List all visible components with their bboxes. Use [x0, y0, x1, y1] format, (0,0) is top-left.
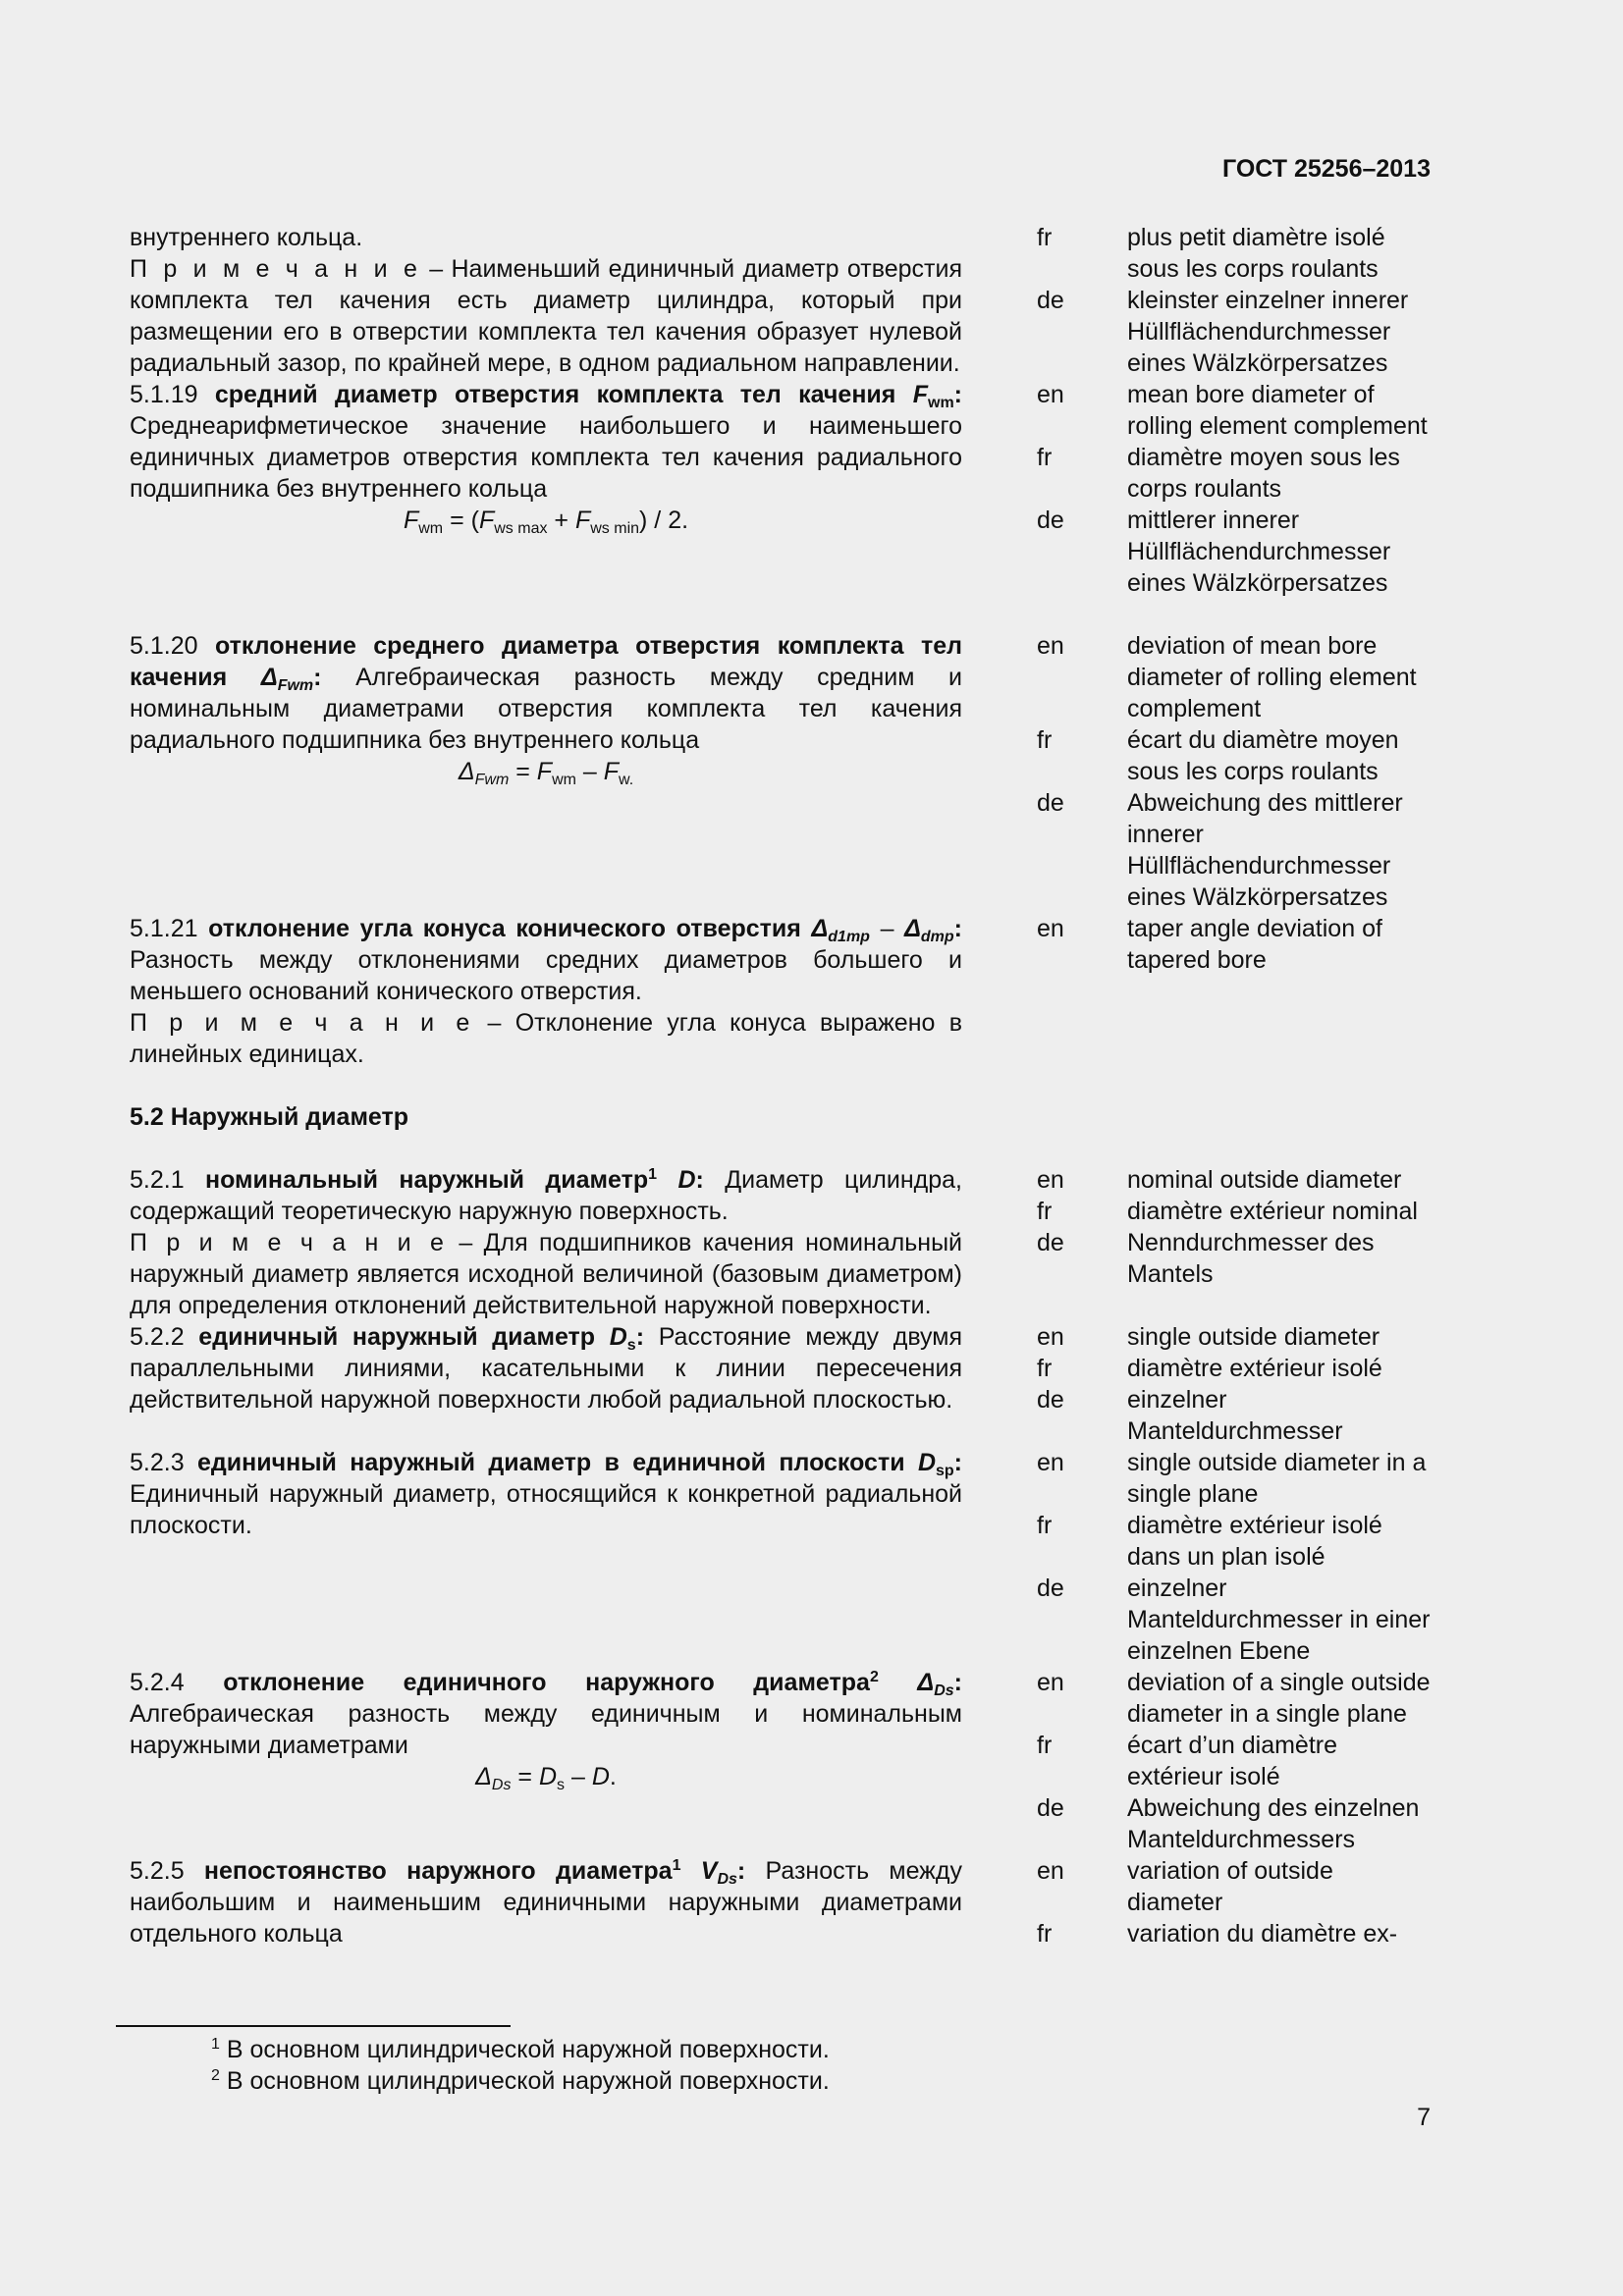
lang-code: de: [1037, 507, 1064, 534]
formula-sub: Ds: [491, 1777, 512, 1793]
formula-part: .: [609, 1763, 617, 1790]
formula-part: D: [538, 1763, 558, 1790]
note-label: П р и м е ч а н и е: [130, 1009, 474, 1037]
formula-part: D: [591, 1763, 610, 1790]
definition-text: Расстояние между двумя параллельными линиями, касательными к линии пересечения действительной наружной поверхности любой радиальной плоскостью.: [130, 1323, 962, 1414]
colon: :: [736, 1857, 746, 1885]
translations: [962, 1667, 1435, 1855]
translation-de: [962, 787, 1435, 913]
lang-term: nominal outside diameter: [1127, 1166, 1402, 1194]
colon: :: [635, 1323, 645, 1351]
translation-fr: [962, 222, 1435, 285]
definition-text: Диаметр цилиндра, содержащий теоретическую наружную поверхность.: [130, 1166, 962, 1225]
formula-sub: wm: [552, 772, 576, 788]
lang-term: single outside diameter in a single plane: [1127, 1449, 1427, 1508]
footnote-2: [211, 2065, 830, 2097]
translations: [962, 630, 1435, 913]
colon: :: [953, 915, 962, 942]
entry-5-2-3: [130, 1447, 1435, 1667]
footnote-ref: 1: [648, 1166, 658, 1183]
symbol: Δ: [260, 664, 278, 691]
lang-term: kleinster einzelner innerer Hüllflächendurchmesser eines Wälzkörpersatzes: [1127, 287, 1409, 377]
lang-code: fr: [1037, 1355, 1053, 1382]
formula-part: F: [574, 507, 591, 534]
symbol-sub: s: [626, 1337, 636, 1354]
colon: :: [695, 1166, 704, 1194]
translation-de: [962, 1227, 1435, 1290]
lang-code: en: [1037, 381, 1064, 408]
russian-text: [130, 630, 962, 913]
entry-number: 5.1.20: [130, 632, 215, 660]
formula-sub: w.: [619, 772, 634, 788]
lang-term: diamètre extérieur isolé dans un plan isolé: [1127, 1512, 1382, 1571]
formula-sub: wm: [418, 520, 444, 537]
entry-number: 5.2.5: [130, 1857, 204, 1885]
lang-code: fr: [1037, 1732, 1053, 1759]
entry-number: 5.2.3: [130, 1449, 197, 1476]
lang-term: einzelner Manteldurchmesser: [1127, 1386, 1343, 1445]
translation-en: [962, 913, 1435, 976]
lang-code: fr: [1037, 224, 1053, 251]
lang-term: deviation of a single outside diameter in a single plane: [1127, 1669, 1431, 1728]
symbol: D: [917, 1449, 936, 1476]
note: [130, 253, 962, 379]
term: номинальный наружный диаметр: [204, 1166, 649, 1194]
formula-sub: Fwm: [474, 772, 510, 788]
footnote-text: В основном цилиндрической наружной поверхности.: [219, 2036, 830, 2063]
lang-code: de: [1037, 287, 1064, 314]
term: непостоянство наружного диаметра: [203, 1857, 673, 1885]
lang-term: taper angle deviation of tapered bore: [1127, 915, 1382, 974]
note: [130, 1227, 962, 1321]
lang-term: single outside diameter: [1127, 1323, 1380, 1351]
note-text: – Наименьший единичный диаметр отверстия комплекта тел качения есть диаметр цилиндра, который при размещении его в отверстии комплекта тел качения образует нулевой радиальный зазор, по крайней мере, в одном радиальном направлении.: [130, 255, 962, 377]
lang-code: en: [1037, 915, 1064, 942]
footnote-mark: 1: [211, 2036, 220, 2053]
lang-code: de: [1037, 1386, 1064, 1414]
lang-code: fr: [1037, 1198, 1053, 1225]
lang-term: variation du diamètre ex-: [1127, 1920, 1398, 1948]
entry-number: 5.2.1: [130, 1166, 205, 1194]
translation-fr: [962, 724, 1435, 787]
definition: [130, 1447, 962, 1541]
lang-code: de: [1037, 1794, 1064, 1822]
definition: [130, 1855, 962, 1949]
footnote-mark: 2: [211, 2067, 220, 2084]
symbol: Δ: [878, 1669, 935, 1696]
entry-5-1-20: [130, 630, 1435, 913]
footnote-ref: 2: [869, 1669, 879, 1685]
formula: [130, 505, 962, 536]
lang-term: deviation of mean bore diameter of rolling element complement: [1127, 632, 1417, 722]
definition-text: Разность между отклонениями средних диаметров большего и меньшего оснований конического отверстия.: [130, 946, 962, 1005]
symbol-sub: dmp: [920, 929, 954, 945]
lang-term: Abweichung des einzelnen Manteldurchmessers: [1127, 1794, 1420, 1853]
entry-number: 5.2.4: [130, 1669, 224, 1696]
translation-fr: [962, 1510, 1435, 1573]
colon: :: [953, 381, 962, 408]
formula-part: +: [547, 507, 575, 534]
definition-text: Алгебраическая разность между средним и номинальным диаметрами отверстия комплекта тел качения радиального подшипника без внутреннего кольца: [130, 664, 962, 754]
translation-de: [962, 1573, 1435, 1667]
translations: [962, 1321, 1435, 1447]
term: отклонение угла конуса конического отверстия: [208, 915, 812, 942]
paragraph: внутреннего кольца.: [130, 224, 363, 251]
translation-de: [962, 285, 1435, 379]
translation-fr: [962, 1353, 1435, 1384]
russian-text: [130, 222, 962, 379]
translation-en: [962, 1855, 1435, 1918]
definition: [130, 913, 962, 1007]
formula-part: F: [603, 758, 620, 785]
translation-fr: [962, 1730, 1435, 1792]
translation-en: [962, 630, 1435, 724]
entry-5-1-21: [130, 913, 1435, 1070]
translation-en: [962, 1321, 1435, 1353]
lang-code: fr: [1037, 1512, 1053, 1539]
lang-term: mean bore diameter of rolling element complement: [1127, 381, 1428, 440]
formula-part: –: [565, 1763, 592, 1790]
translations: [962, 913, 1435, 1070]
entry-5-1-18-continuation: [130, 222, 1435, 379]
formula: [130, 1761, 962, 1792]
lang-code: en: [1037, 1669, 1064, 1696]
formula-part: F: [403, 507, 419, 534]
lang-code: fr: [1037, 444, 1053, 471]
symbol: D: [609, 1323, 627, 1351]
note-text: – Для подшипников качения номинальный наружный диаметр является исходной величиной (базовым диаметром) для определения отклонений действительной наружной поверхности.: [130, 1229, 963, 1319]
symbol-sub: wm: [928, 395, 954, 411]
formula-part: F: [478, 507, 495, 534]
term: отклонение среднего диаметра отверстия комплекта тел качения: [130, 632, 962, 691]
russian-text: [130, 379, 962, 599]
dash: –: [869, 915, 905, 942]
russian-text: [130, 1855, 962, 1949]
translation-de: [962, 1792, 1435, 1855]
lang-term: écart du diamètre moyen sous les corps roulants: [1127, 726, 1399, 785]
entry-5-2-4: [130, 1667, 1435, 1855]
colon: :: [953, 1669, 962, 1696]
lang-term: diamètre moyen sous les corps roulants: [1127, 444, 1400, 503]
symbol-sub: Fwm: [277, 677, 314, 694]
definition-text: Алгебраическая разность между единичным и номинальным наружными диаметрами: [130, 1700, 962, 1759]
term: отклонение единичного наружного диаметра: [223, 1669, 870, 1696]
translation-de: [962, 505, 1435, 599]
document-number: ГОСТ 25256–2013: [1222, 155, 1431, 183]
lang-code: de: [1037, 1229, 1064, 1256]
lang-code: en: [1037, 632, 1064, 660]
entry-5-2-1: [130, 1164, 1435, 1321]
symbol: V: [680, 1857, 718, 1885]
definition-text: Разность между наибольшим и наименьшим единичными наружными диаметрами отдельного кольца: [130, 1857, 962, 1948]
symbol: Δ: [811, 915, 829, 942]
lang-code: en: [1037, 1323, 1064, 1351]
lang-term: plus petit diamètre isolé sous les corps roulants: [1127, 224, 1385, 283]
lang-term: écart d’un diamètre extérieur isolé: [1127, 1732, 1338, 1790]
footnote-text: В основном цилиндрической наружной поверхности.: [219, 2067, 830, 2095]
symbol: Δ: [904, 915, 921, 942]
lang-term: einzelner Manteldurchmesser in einer einzelnen Ebene: [1127, 1575, 1431, 1665]
symbol: F: [912, 381, 928, 408]
footnote-1: [211, 2034, 830, 2065]
colon: :: [313, 664, 322, 691]
formula-part: =: [511, 1763, 539, 1790]
translations: [962, 379, 1435, 599]
definition: [130, 1321, 962, 1415]
entry-number: 5.1.19: [130, 381, 215, 408]
entry-number: 5.2.2: [130, 1323, 199, 1351]
formula-part: =: [509, 758, 537, 785]
formula-part: –: [575, 758, 604, 785]
symbol-sub: Ds: [717, 1871, 737, 1888]
term: единичный наружный диаметр в единичной плоскости: [196, 1449, 918, 1476]
formula-part: Δ: [475, 1763, 492, 1790]
lang-code: de: [1037, 1575, 1064, 1602]
document-body: [130, 222, 1435, 1949]
translation-fr: [962, 442, 1435, 505]
formula-part: = (: [443, 507, 479, 534]
lang-code: fr: [1037, 726, 1053, 754]
lang-term: diamètre extérieur isolé: [1127, 1355, 1382, 1382]
definition: [130, 1164, 962, 1227]
translation-fr: [962, 1918, 1435, 1949]
formula-part: Δ: [458, 758, 475, 785]
definition: [130, 379, 962, 505]
symbol-sub: sp: [936, 1463, 954, 1479]
translations: [962, 1447, 1435, 1667]
colon: :: [953, 1449, 962, 1476]
translation-en: [962, 1164, 1435, 1196]
entry-5-2-2: [130, 1321, 1435, 1447]
translations: [962, 1164, 1435, 1321]
lang-term: mittlerer innerer Hüllflächendurchmesser eines Wälzkörpersatzes: [1127, 507, 1391, 597]
symbol-sub: Ds: [934, 1682, 954, 1699]
translations: [962, 222, 1435, 379]
formula-sub: s: [557, 1777, 566, 1793]
translation-de: [962, 1384, 1435, 1447]
note: [130, 1007, 962, 1070]
entry-number: 5.1.21: [130, 915, 209, 942]
definition-text: Единичный наружный диаметр, относящийся к конкретной радиальной плоскости.: [130, 1480, 962, 1539]
lang-code: fr: [1037, 1920, 1053, 1948]
russian-text: [130, 913, 962, 1070]
lang-code: en: [1037, 1166, 1064, 1194]
note-label: П р и м е ч а н и е: [130, 255, 421, 283]
formula-part: ) / 2.: [639, 507, 689, 534]
russian-text: [130, 1447, 962, 1667]
lang-term: Nenndurchmesser des Mantels: [1127, 1229, 1375, 1288]
symbol: D: [657, 1166, 696, 1194]
lang-term: diamètre extérieur nominal: [1127, 1198, 1418, 1225]
translation-en: [962, 1447, 1435, 1510]
term: средний диаметр отверстия комплекта тел качения: [214, 381, 913, 408]
formula-sub: ws max: [494, 520, 548, 537]
translation-fr: [962, 1196, 1435, 1227]
note-text: – Отклонение угла конуса выражено в линейных единицах.: [130, 1009, 962, 1068]
lang-code: en: [1037, 1857, 1064, 1885]
footnotes: [211, 2034, 830, 2097]
translation-en: [962, 379, 1435, 442]
formula-sub: ws min: [590, 520, 640, 537]
formula-part: F: [536, 758, 553, 785]
translation-en: [962, 1667, 1435, 1730]
entry-5-2-5: [130, 1855, 1435, 1949]
translations: [962, 1855, 1435, 1949]
section-heading: 5.2 Наружный диаметр: [130, 1103, 409, 1131]
lang-code: de: [1037, 789, 1064, 817]
lang-term: variation of outside diameter: [1127, 1857, 1333, 1916]
lang-code: en: [1037, 1449, 1064, 1476]
term: единичный наружный диаметр: [198, 1323, 610, 1351]
russian-text: [130, 1321, 962, 1447]
russian-text: [130, 1164, 962, 1321]
russian-text: [130, 1667, 962, 1855]
definition: [130, 1667, 962, 1761]
definition: [130, 630, 962, 756]
footnote-ref: 1: [672, 1857, 681, 1874]
lang-term: Abweichung des mittlerer innerer Hüllflächendurchmesser eines Wälzkörpersatzes: [1127, 789, 1403, 911]
definition-text: Среднеарифметическое значение наибольшего и наименьшего единичных диаметров отверстия комплекта тел качения радиального подшипника без внутреннего кольца: [130, 412, 962, 503]
symbol-sub: d1mp: [828, 929, 870, 945]
formula: [130, 756, 962, 787]
note-label: П р и м е ч а н и е: [130, 1229, 448, 1256]
page-number: 7: [1417, 2104, 1431, 2131]
footnote-divider: [116, 2025, 511, 2027]
entry-5-1-19: [130, 379, 1435, 599]
